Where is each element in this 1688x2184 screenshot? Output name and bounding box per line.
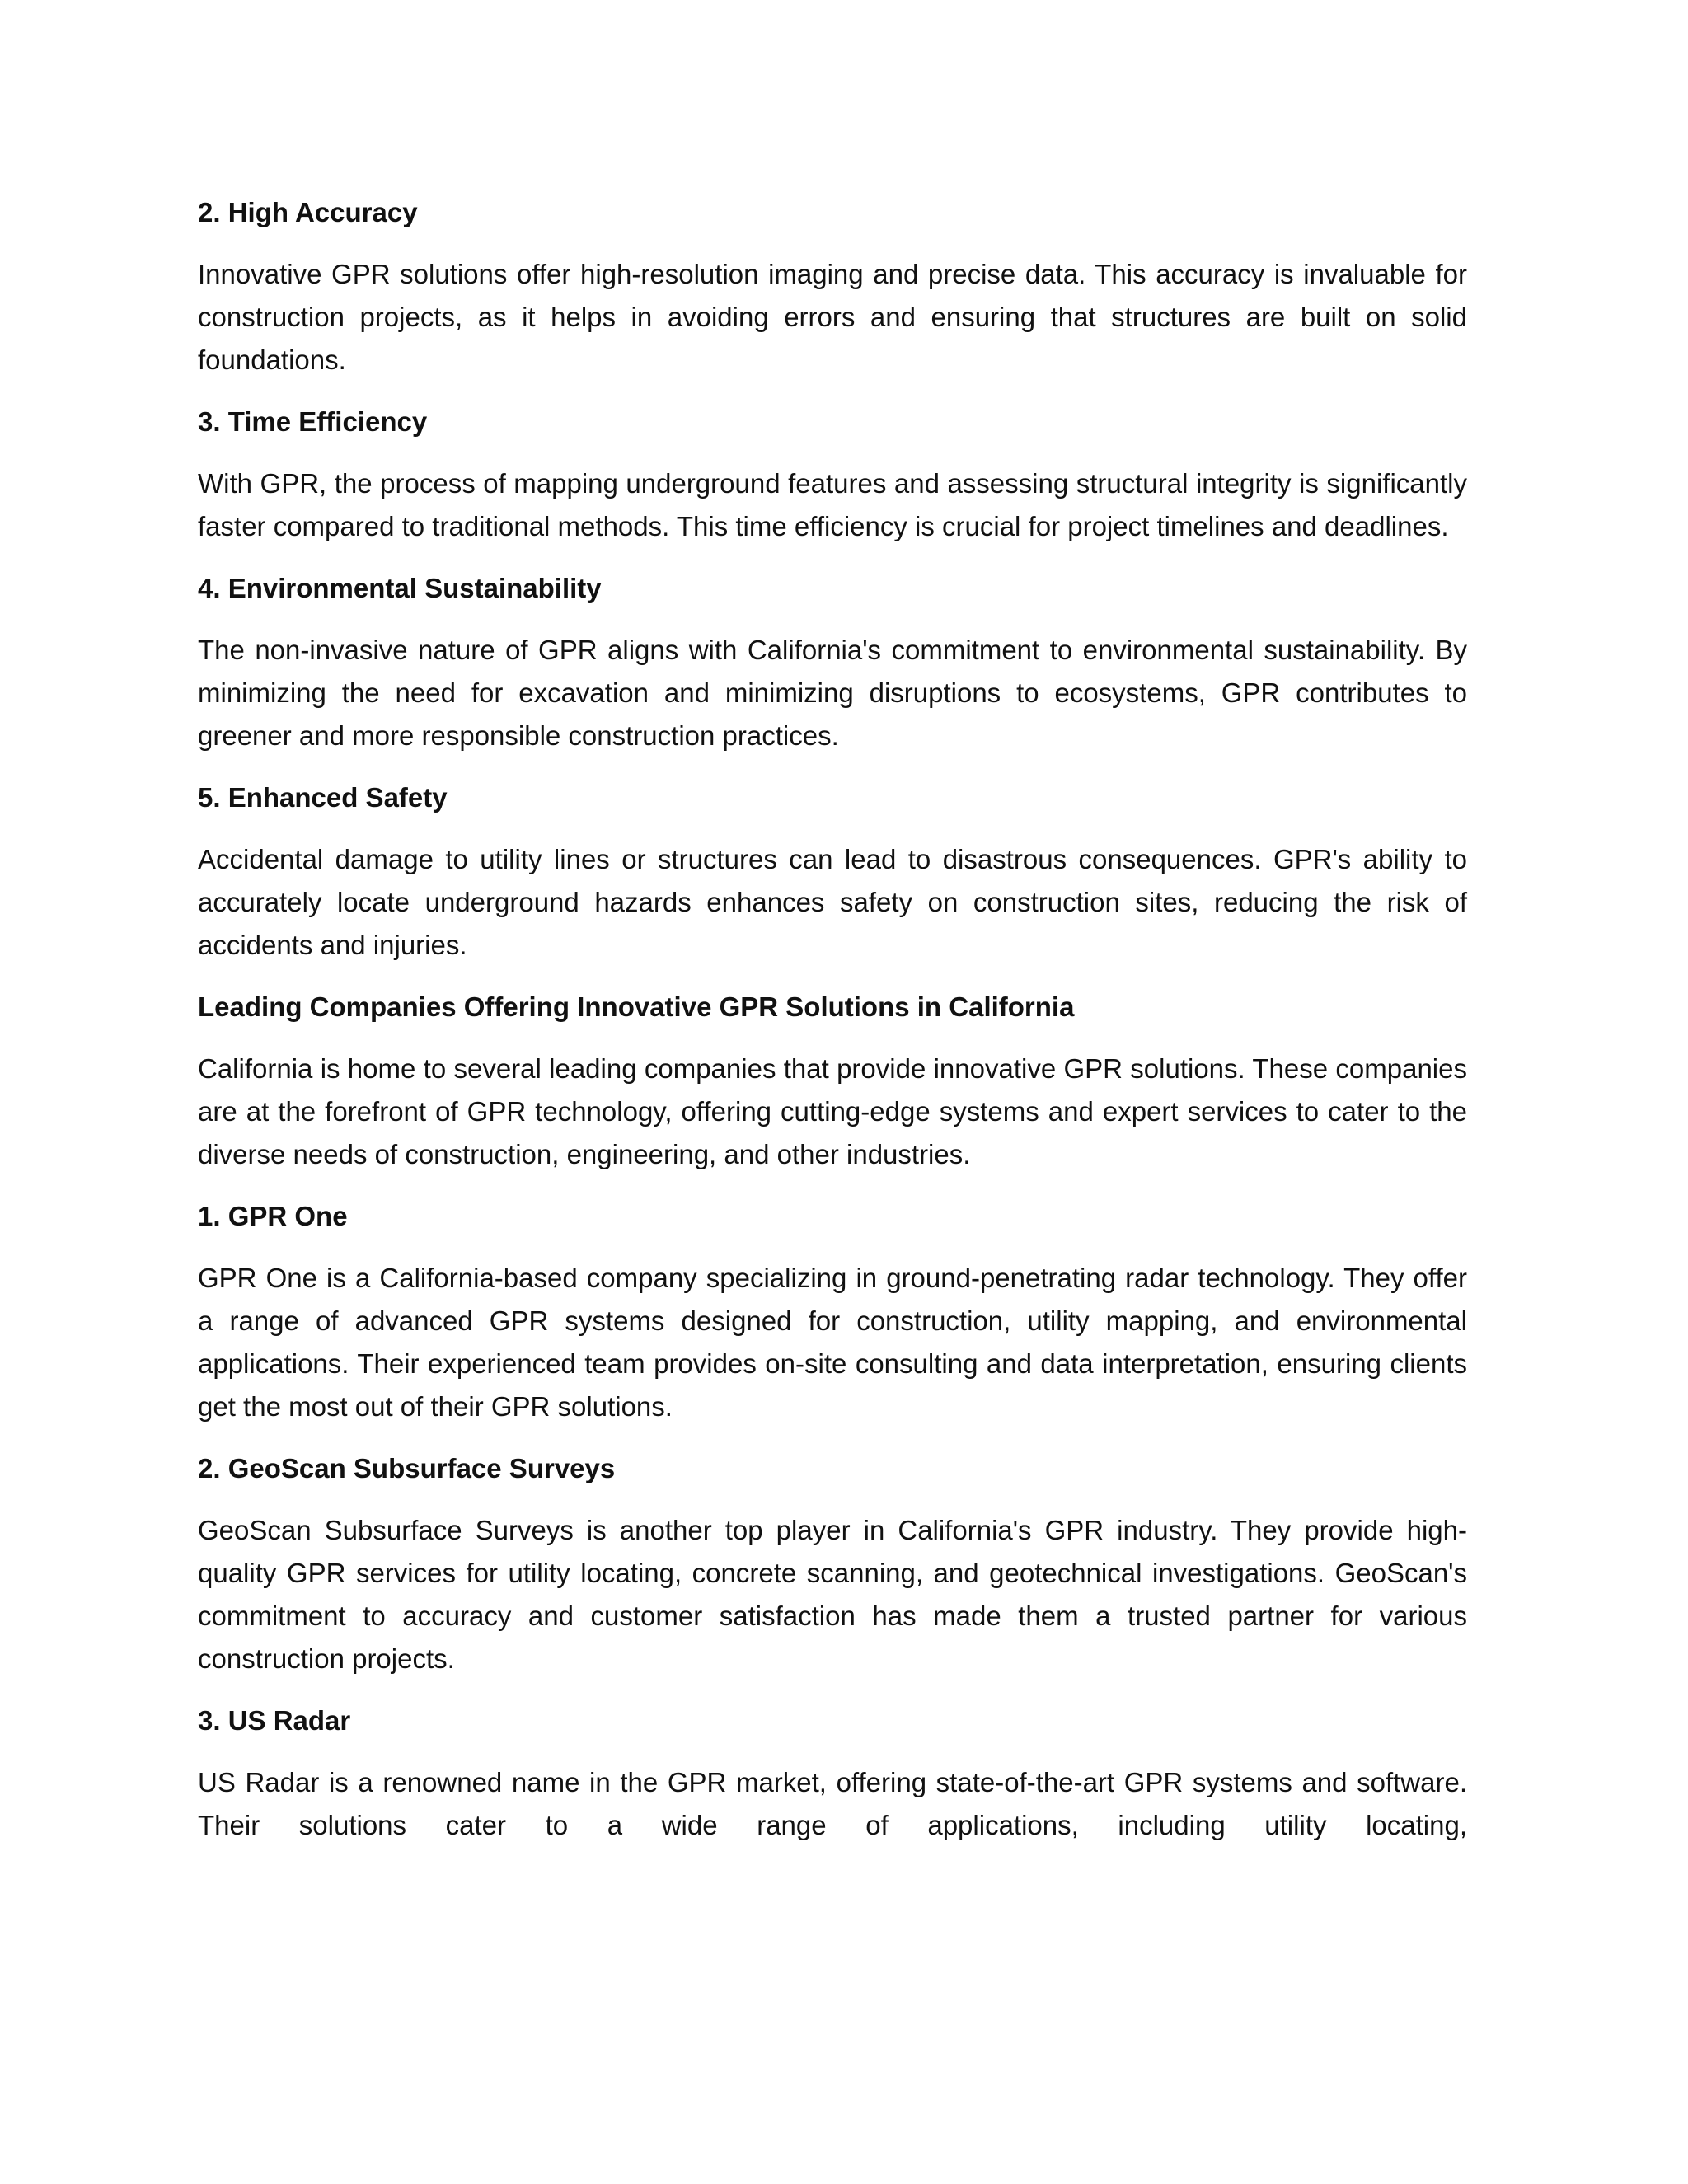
section-geoscan (198, 1447, 1467, 1680)
section-paragraph: The non-invasive nature of GPR aligns with California's commitment to environmental sustainability. By minimizing the need for excavation and minimizing disruptions to ecosystems, GPR contributes to greener and more responsible construction practices. (198, 635, 1467, 751)
section-heading: 2. High Accuracy (198, 197, 418, 227)
section-heading: 2. GeoScan Subsurface Surveys (198, 1453, 616, 1483)
section-us-radar (198, 1699, 1467, 1847)
section-high-accuracy (198, 191, 1467, 382)
section-enhanced-safety (198, 776, 1467, 967)
section-heading: 5. Enhanced Safety (198, 782, 448, 813)
section-environmental-sustainability (198, 567, 1467, 757)
section-paragraph: California is home to several leading companies that provide innovative GPR solutions. These companies are at the forefront of GPR technology, offering cutting-edge systems and expert services to cater to the diverse needs of construction, engineering, and other industries. (198, 1053, 1467, 1169)
section-heading: 4. Environmental Sustainability (198, 573, 602, 603)
section-heading: 3. Time Efficiency (198, 406, 428, 437)
section-paragraph: Accidental damage to utility lines or structures can lead to disastrous consequences. GPR's ability to accurately locate underground hazards enhances safety on construction sites, reducing the risk of accidents and injuries. (198, 844, 1467, 960)
section-paragraph: GPR One is a California-based company specializing in ground-penetrating radar technology. They offer a range of advanced GPR systems designed for construction, utility mapping, and environmental applications. Their experienced team provides on-site consulting and data interpretation, ensuring clients get the most out of their GPR solutions. (198, 1263, 1467, 1422)
section-paragraph: GeoScan Subsurface Surveys is another top player in California's GPR industry. They provide high-quality GPR services for utility locating, concrete scanning, and geotechnical investigations. GeoScan's commitment to accuracy and customer satisfaction has made them a trusted partner for various construction projects. (198, 1515, 1467, 1674)
section-paragraph: Innovative GPR solutions offer high-resolution imaging and precise data. This accuracy is invaluable for construction projects, as it helps in avoiding errors and ensuring that structures are built on solid foundations. (198, 259, 1467, 375)
section-gpr-one (198, 1195, 1467, 1428)
section-leading-companies (198, 986, 1467, 1176)
section-paragraph: US Radar is a renowned name in the GPR market, offering state-of-the-art GPR systems and software. Their solutions cater to a wide range of applications, including utility locating, (198, 1767, 1467, 1840)
section-heading: 3. US Radar (198, 1705, 351, 1736)
document-page (198, 191, 1467, 1866)
section-heading: 1. GPR One (198, 1201, 348, 1231)
section-time-efficiency (198, 401, 1467, 548)
section-heading: Leading Companies Offering Innovative GPR Solutions in California (198, 991, 1075, 1022)
section-paragraph: With GPR, the process of mapping underground features and assessing structural integrity is significantly faster compared to traditional methods. This time efficiency is crucial for project timelines and deadlines. (198, 468, 1467, 541)
